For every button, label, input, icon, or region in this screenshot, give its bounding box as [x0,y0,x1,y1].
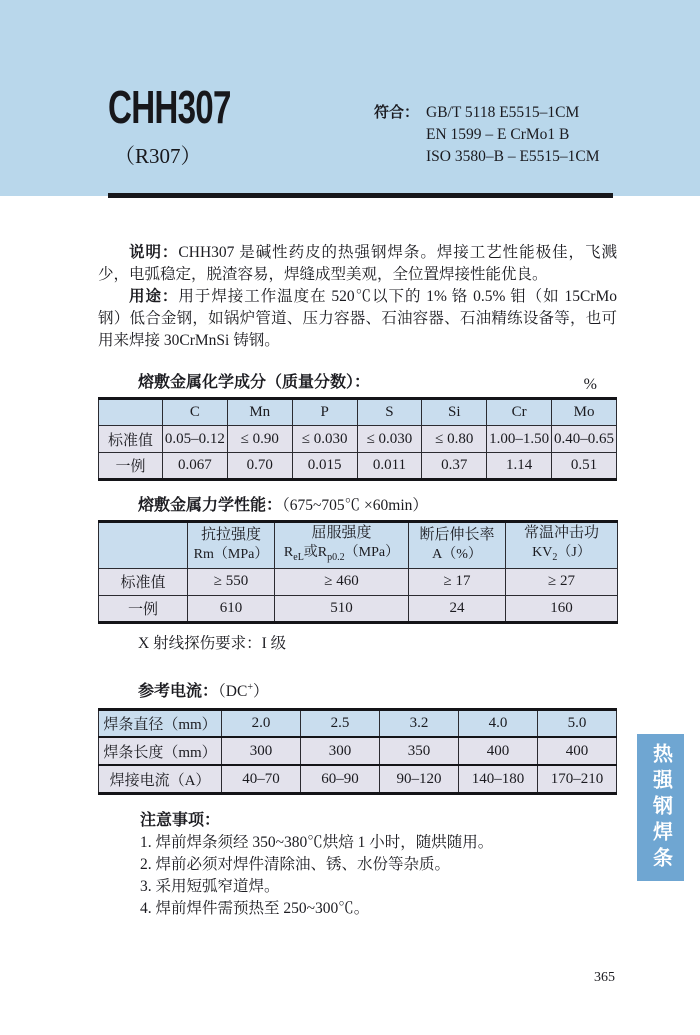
xray-note: X 射线探伤要求：I 级 [138,634,287,652]
notes-list [140,832,617,920]
page-number: 365 [594,970,615,985]
column-header-p: P [292,399,357,426]
cell-value: 0.067 [163,453,228,480]
cell-value: 0.015 [292,453,357,480]
product-code: CHH307 [108,81,231,133]
mechanical-header-row [99,522,618,569]
mechanical-corner-cell [99,522,188,569]
chemistry-title-row [98,372,617,394]
current-condition: （DC+） [218,681,269,700]
note-item-2: 2. 焊前必须对焊件清除油、锈、水份等杂质。 [140,855,451,873]
column-header-s: S [357,399,422,426]
cell-value: 0.05–0.12 [163,426,228,453]
compliance-standard-en: EN 1599 – E CrMo1 B [426,126,570,143]
note-item-4: 4. 焊前焊件需预热至 250~300℃。 [140,899,370,917]
mechanical-title-text: 熔敷金属力学性能： [138,497,283,514]
cell-value: 24 [409,595,506,622]
header-band [0,0,700,196]
cell-value: 160 [506,595,618,622]
column-header-cr: Cr [487,399,552,426]
usage-label: 用途： [129,288,179,305]
compliance-label: 符合： [374,104,420,121]
mechanical-section-title [98,495,617,517]
current-table [98,708,617,795]
cell-value: 0.51 [552,453,617,480]
column-header-tensile [188,522,275,569]
compliance-block [374,102,600,168]
yield-name: 屈服强度 [311,525,372,541]
column-header-mn: Mn [227,399,292,426]
cell-value: 300 [301,737,380,765]
chemistry-table [98,397,617,481]
cell-value: 2.5 [301,709,380,737]
cell-value: 90–120 [380,765,459,793]
cell-value: 0.011 [357,453,422,480]
column-header-mo: Mo [552,399,617,426]
yield-symbol: $R_{eL}$或$R_{p0.2}(MPa)$ [283,545,400,563]
notes-section [140,809,617,920]
compliance-standards [426,102,600,168]
chemistry-corner-cell [99,399,163,426]
tensile-name: 抗拉强度 [200,527,261,544]
note-item-3: 3. 采用短弧窄道焊。 [140,877,280,895]
dc-plus-superscript: + [247,681,253,693]
cell-value: 610 [188,595,275,622]
column-header-c: C [163,399,228,426]
cell-value: ≥ 27 [506,568,618,595]
cell-value: ≤ 0.030 [292,426,357,453]
cell-value: 1.00–1.50 [487,426,552,453]
row-label: 焊条直径（mm） [99,709,222,737]
row-label: 标准值 [99,568,188,595]
length-row [99,737,617,765]
notes-title: 注意事项： [140,811,221,829]
cell-value: 1.14 [487,453,552,480]
chemistry-header-row [99,399,617,426]
cell-value: 140–180 [459,765,538,793]
compliance-standard-gb: GB/T 5118 E5515–1CM [426,104,580,121]
description-paragraph [98,242,617,286]
usage-paragraph [98,286,617,352]
current-section-title [98,677,617,703]
diameter-row [99,709,617,737]
cell-value: 4.0 [459,709,538,737]
side-tab-label: 热强钢焊条 [649,742,672,873]
cell-value: 350 [380,737,459,765]
cell-value: 0.70 [227,453,292,480]
cell-value: 60–90 [301,765,380,793]
chemistry-standard-row [99,426,617,453]
cell-value: 400 [538,737,617,765]
elongation-symbol: A（%） [432,547,482,563]
cell-value: 3.2 [380,709,459,737]
cell-value: 300 [222,737,301,765]
cell-value: ≤ 0.80 [422,426,487,453]
cell-value: 170–210 [538,765,617,793]
description-text: CHH307 是碱性药皮的热强钢焊条。焊接工艺性能极佳，飞溅少，电弧稳定，脱渣容易，焊缝成型美观，全位置焊接性能优良。 [98,244,617,283]
header-rule [108,193,613,198]
chemistry-section-title: 熔敷金属化学成分（质量分数）： [138,374,371,391]
impact-name: 常温冲击功 [523,525,599,541]
cell-value: 510 [275,595,409,622]
column-header-si: Si [422,399,487,426]
current-row [99,765,617,793]
mechanical-example-row [99,595,618,622]
category-side-tab [637,734,684,881]
mechanical-standard-row [99,568,618,595]
row-label: 标准值 [99,426,163,453]
column-header-elongation [409,522,506,569]
usage-text: 用于焊接工作温度在 520℃以下的 1% 铬 0.5% 钼（如 15CrMo 钢）低合金钢，如锅炉管道、压力容器、石油容器、石油精练设备等，也可用来焊接 30CrMnSi 铸钢。 [98,288,617,349]
cell-value: 0.37 [422,453,487,480]
cell-value: 5.0 [538,709,617,737]
cell-value: ≤ 0.90 [227,426,292,453]
note-item-1: 1. 焊前焊条须经 350~380℃烘焙 1 小时，随烘随用。 [140,833,494,851]
cell-value: 2.0 [222,709,301,737]
main-content [98,242,617,920]
elongation-name: 断后伸长率 [419,527,495,544]
cell-value: ≤ 0.030 [357,426,422,453]
impact-symbol: $KV_2(J)$ [532,545,591,563]
chemistry-unit: % [583,376,597,393]
intro-section [98,242,617,352]
compliance-standard-iso: ISO 3580–B – E5515–1CM [426,148,600,165]
cell-value: ≥ 460 [275,568,409,595]
product-alias: （R307） [114,144,202,168]
mechanical-table [98,520,618,624]
cell-value: ≥ 17 [409,568,506,595]
cell-value: 400 [459,737,538,765]
description-label: 说明： [129,244,179,261]
column-header-yield [275,522,409,569]
current-title-text: 参考电流： [138,682,219,700]
row-label: 焊接电流（A） [99,765,222,793]
chemistry-example-row [99,453,617,480]
cell-value: 0.40–0.65 [552,426,617,453]
row-label: 一例 [99,595,188,622]
cell-value: ≥ 550 [188,568,275,595]
row-label: 焊条长度（mm） [99,737,222,765]
cell-value: 40–70 [222,765,301,793]
row-label: 一例 [99,453,163,480]
column-header-impact [506,522,618,569]
mechanical-condition: （675~705℃ ×60min） [282,497,428,514]
tensile-symbol: Rm（MPa） [193,547,269,563]
